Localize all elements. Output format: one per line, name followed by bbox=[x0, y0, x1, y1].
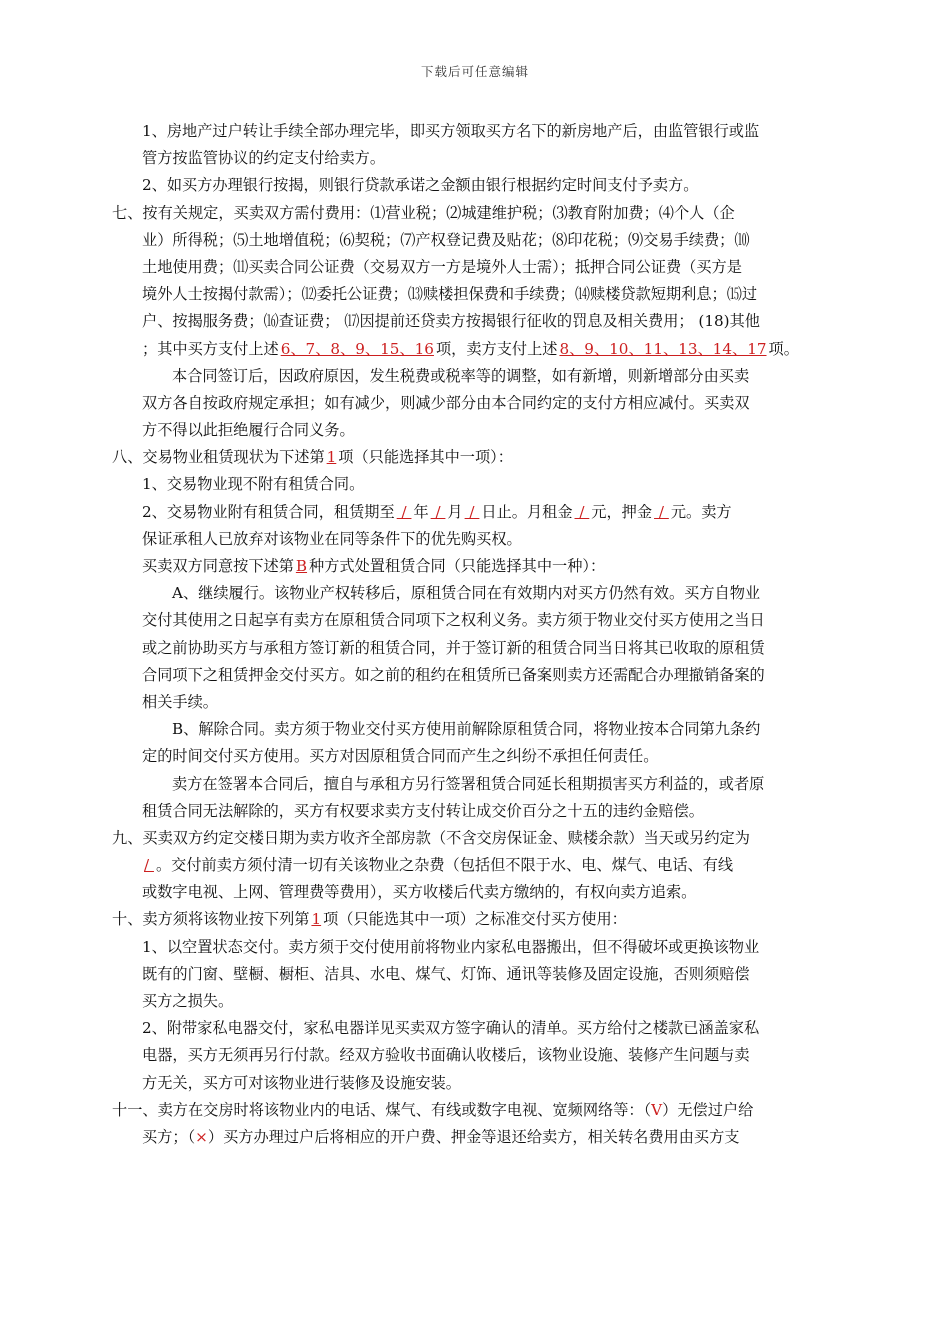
text-segment: 业）所得税；⑸土地增值税；⑹契税；⑺产权登记费及贴花；⑻印花税；⑼交易手续费；⑽ bbox=[142, 230, 750, 249]
text-segment: 交付其使用之日起享有卖方在原租赁合同项下之权利义务。卖方须于物业交付买方使用之当日 bbox=[142, 611, 765, 630]
text-segment: 项。 bbox=[768, 339, 799, 358]
text-line bbox=[112, 145, 850, 172]
text-line bbox=[112, 635, 850, 662]
text-line bbox=[112, 988, 850, 1015]
text-segment: 2、如买方办理银行按揭，则银行贷款承诺之金额由银行根据约定时间支付予卖方。 bbox=[142, 176, 699, 195]
text-segment: 买卖双方同意按下述第 bbox=[142, 557, 294, 575]
text-segment: 2、交易物业附有租赁合同，租赁期至 bbox=[142, 502, 395, 521]
filled-field: / bbox=[396, 502, 412, 521]
text-line bbox=[112, 1015, 850, 1042]
text-line bbox=[112, 852, 850, 879]
text-line bbox=[112, 553, 850, 580]
filled-field: / bbox=[430, 502, 446, 521]
text-segment: 管方按监管协议的约定支付给卖方。 bbox=[142, 149, 385, 168]
text-segment: 2、附带家私电器交付，家私电器详见买卖双方签字确认的清单。买方给付之楼款已涵盖家私 bbox=[142, 1019, 760, 1038]
text-segment: 项（只能选择其中一项）： bbox=[338, 448, 513, 467]
text-line bbox=[112, 281, 850, 308]
text-line bbox=[112, 308, 850, 335]
text-line bbox=[112, 227, 850, 254]
filled-field: / bbox=[654, 502, 669, 521]
text-line bbox=[112, 1070, 850, 1097]
text-segment: 月 bbox=[447, 502, 463, 521]
text-line bbox=[112, 607, 850, 634]
text-line bbox=[112, 1042, 850, 1069]
text-segment: ）买方办理过户后将相应的开户费、押金等退还给卖方，相关转名费用由买方支 bbox=[207, 1127, 740, 1146]
text-segment: A、继续履行。该物业产权转移后，原租赁合同在有效期内对买方仍然有效。买方自物业 bbox=[172, 584, 761, 603]
text-segment: 1、以空置状态交付。卖方须于交付使用前将物业内家私电器搬出，但不得破坏或更换该物业 bbox=[142, 937, 760, 956]
text-segment: 或之前协助买方与承租方签订新的租赁合同，并于签订新的租赁合同当日将其已收取的原租赁 bbox=[142, 638, 765, 657]
text-segment: 方不得以此拒绝履行合同义务。 bbox=[142, 421, 355, 440]
text-segment: 土地使用费；⑾买卖合同公证费（交易双方一方是境外人士需）；抵押合同公证费（买方是 bbox=[142, 257, 742, 276]
text-line bbox=[112, 499, 850, 526]
text-segment: 保证承租人已放弃对该物业在同等条件下的优先购买权。 bbox=[142, 529, 522, 548]
text-line bbox=[112, 906, 850, 933]
filled-field: 6、7、8、9、15、16 bbox=[280, 339, 434, 358]
text-line bbox=[112, 118, 850, 145]
text-segment: 卖方在签署本合同后，擅自与承租方另行签署租赁合同延长租期损害买方利益的，或者原 bbox=[172, 774, 765, 793]
filled-field: / bbox=[464, 502, 480, 521]
text-segment: 既有的门窗、壁橱、橱柜、洁具、水电、煤气、灯饰、通讯等装修及固定设施，否则须赔偿 bbox=[142, 964, 750, 983]
text-line bbox=[112, 771, 850, 798]
text-line bbox=[112, 879, 850, 906]
text-segment: 户、按揭服务费；⒃查证费； ⒄因提前还贷卖方按揭银行征收的罚息及相关费用； (18)其他 bbox=[142, 312, 760, 331]
text-segment: 种方式处置租赁合同（只能选择其中一种）： bbox=[309, 557, 606, 575]
text-segment: 合同项下之租赁押金交付买方。如之前的租约在租赁所已备案则卖方还需配合办理撤销备案的 bbox=[142, 665, 765, 684]
text-segment: 买方；（ bbox=[142, 1127, 196, 1146]
text-line bbox=[112, 743, 850, 770]
text-segment: 或数字电视、上网、管理费等费用），买方收楼后代卖方缴纳的，有权向卖方追索。 bbox=[142, 883, 697, 902]
page-header: 下载后可任意编辑 bbox=[420, 64, 529, 79]
text-line bbox=[112, 444, 850, 471]
text-line bbox=[112, 526, 850, 553]
text-segment: 双方各自按政府规定承担；如有减少，则减少部分由本合同约定的支付方相应减付。买卖双 bbox=[142, 393, 750, 412]
text-line bbox=[112, 716, 850, 743]
text-line bbox=[112, 961, 850, 988]
text-segment: 十一、卖方在交房时将该物业内的电话、煤气、有线或数字电视、宽频网络等：（ bbox=[112, 1100, 652, 1119]
text-segment: 七、按有关规定，买卖双方需付费用：⑴营业税；⑵城建维护税；⑶教育附加费；⑷个人（企 bbox=[112, 203, 735, 222]
check-mark: V bbox=[651, 1100, 663, 1119]
text-segment: 十、卖方须将该物业按下列第 bbox=[112, 910, 310, 929]
text-line bbox=[112, 662, 850, 689]
text-line bbox=[112, 798, 850, 825]
text-segment: 八、交易物业租赁现状为下述第 bbox=[112, 448, 325, 467]
check-mark: × bbox=[195, 1127, 208, 1146]
text-segment: 项，卖方支付上述 bbox=[435, 339, 558, 358]
text-line bbox=[112, 363, 850, 390]
filled-field: 8、9、10、11、13、14、17 bbox=[559, 339, 767, 358]
text-segment: 日止。月租金 bbox=[481, 502, 573, 521]
text-segment: B、解除合同。卖方须于物业交付买方使用前解除原租赁合同，将物业按本合同第九条约 bbox=[172, 720, 761, 739]
filled-field: B bbox=[295, 557, 308, 575]
text-line bbox=[112, 1124, 850, 1151]
text-line bbox=[112, 172, 850, 199]
text-segment: 1、房地产过户转让手续全部办理完毕，即买方领取买方名下的新房地产后，由监管银行或监 bbox=[142, 122, 760, 140]
text-segment: 租赁合同无法解除的，买方有权要求卖方支付转让成交价百分之十五的违约金赔偿。 bbox=[142, 801, 704, 820]
text-segment: 境外人士按揭付款需）；⑿委托公证费；⒀赎楼担保费和手续费；⒁赎楼贷款短期利息；⒂过 bbox=[142, 285, 758, 304]
filled-field: / bbox=[574, 502, 590, 521]
text-segment: ；其中买方支付上述 bbox=[142, 339, 279, 358]
text-segment: 本合同签订后，因政府原因，发生税费或税率等的调整，如有新增，则新增部分由买卖 bbox=[172, 366, 750, 385]
filled-field: / bbox=[144, 856, 154, 875]
text-segment: 项（只能选其中一项）之标准交付买方使用： bbox=[323, 910, 627, 929]
text-line bbox=[112, 336, 850, 363]
text-line bbox=[112, 825, 850, 852]
text-segment: 元。卖方 bbox=[670, 502, 732, 521]
text-line bbox=[112, 200, 850, 227]
text-line bbox=[112, 390, 850, 417]
contract-body bbox=[112, 118, 850, 1151]
text-segment: ）无偿过户给 bbox=[662, 1100, 754, 1119]
text-line bbox=[112, 254, 850, 281]
text-line bbox=[112, 471, 850, 498]
text-segment: 方无关，买方可对该物业进行装修及设施安装。 bbox=[142, 1073, 461, 1092]
text-line bbox=[112, 417, 850, 444]
text-segment: 。交付前卖方须付清一切有关该物业之杂费（包括但不限于水、电、煤气、电话、有线 bbox=[155, 856, 734, 875]
filled-field: 1 bbox=[311, 910, 322, 929]
text-segment: 相关手续。 bbox=[142, 692, 218, 711]
text-segment: 九、买卖双方约定交楼日期为卖方收齐全部房款（不含交房保证金、赎楼余款）当天或另约定为 bbox=[112, 828, 750, 847]
text-segment: 电器，买方无须再另行付款。经双方验收书面确认收楼后，该物业设施、装修产生问题与卖 bbox=[142, 1046, 750, 1065]
text-segment: 买方之损失。 bbox=[142, 992, 234, 1010]
text-line bbox=[112, 934, 850, 961]
text-segment: 1、交易物业现不附有租赁合同。 bbox=[142, 475, 365, 494]
text-line bbox=[112, 689, 850, 716]
text-segment: 定的时间交付买方使用。买方对因原租赁合同而产生之纠纷不承担任何责任。 bbox=[142, 747, 659, 766]
text-segment: 元，押金 bbox=[591, 502, 653, 521]
text-line bbox=[112, 1097, 850, 1124]
filled-field: 1 bbox=[326, 448, 337, 467]
text-segment: 年 bbox=[413, 502, 429, 521]
text-line bbox=[112, 580, 850, 607]
